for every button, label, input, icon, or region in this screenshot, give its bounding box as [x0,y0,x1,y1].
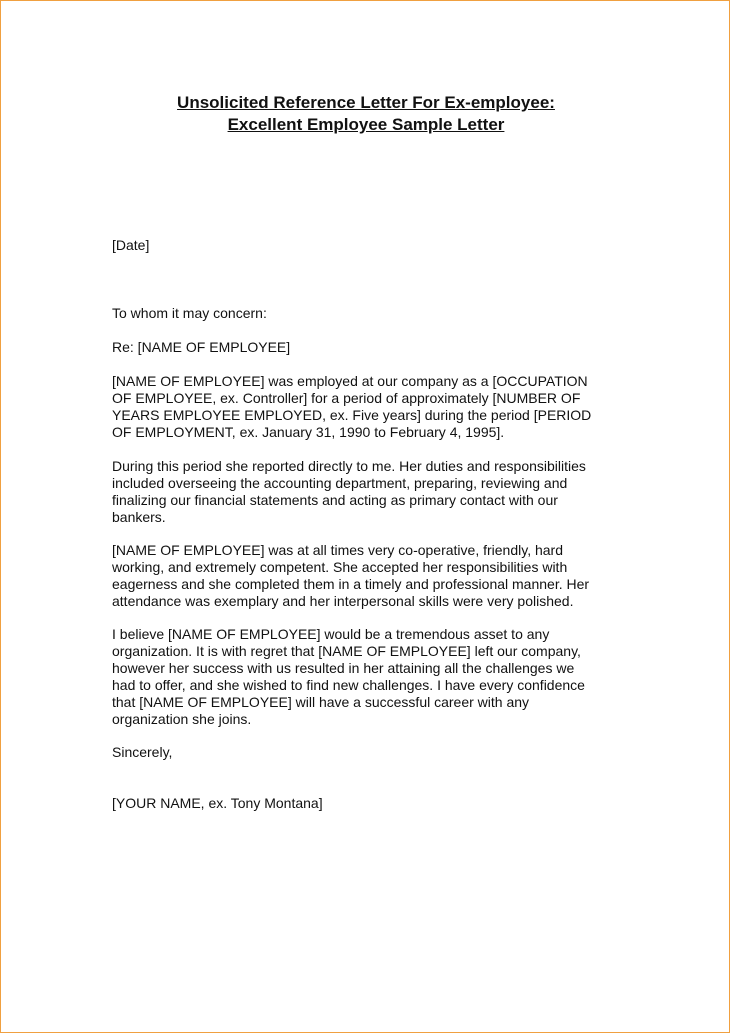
letter-title [1,92,730,136]
paragraph-line: organization. It is with regret that [NAME OF EMPLOYEE] left our company, [112,643,581,659]
paragraph-line: organization she joins. [112,711,252,727]
paragraph-line: OF EMPLOYEE, ex. Controller] for a period of approximately [NUMBER OF [112,390,581,406]
closing: Sincerely, [112,744,173,760]
paragraph-duties [112,458,622,526]
title-line-2: Excellent Employee Sample Letter [227,115,505,134]
paragraph-line: During this period she reported directly to me. Her duties and responsibilities [112,458,586,474]
salutation: To whom it may concern: [112,305,267,321]
title-line-1: Unsolicited Reference Letter For Ex-employee: [177,93,555,112]
paragraph-line: working, and extremely competent. She accepted her responsibilities with [112,559,568,575]
paragraph-line: [NAME OF EMPLOYEE] was at all times very co-operative, friendly, hard [112,542,564,558]
paragraph-employment [112,373,622,441]
paragraph-line: eagerness and she completed them in a timely and professional manner. Her [112,576,590,592]
paragraph-line: finalizing our financial statements and acting as primary contact with our [112,492,558,508]
paragraph-recommendation [112,626,622,728]
paragraph-line: that [NAME OF EMPLOYEE] will have a successful career with any [112,694,530,710]
paragraph-line: included overseeing the accounting department, preparing, reviewing and [112,475,568,491]
signature: [YOUR NAME, ex. Tony Montana] [112,795,323,811]
paragraph-line: bankers. [112,509,166,525]
paragraph-line: OF EMPLOYMENT, ex. January 31, 1990 to February 4, 1995]. [112,424,505,440]
paragraph-line: [NAME OF EMPLOYEE] was employed at our company as a [OCCUPATION [112,373,588,389]
paragraph-line: attendance was exemplary and her interpersonal skills were very polished. [112,593,574,609]
paragraph-line: however her success with us resulted in her attaining all the challenges we [112,660,575,676]
paragraph-line: I believe [NAME OF EMPLOYEE] would be a tremendous asset to any [112,626,550,642]
date-placeholder: [Date] [112,237,150,253]
re-line: Re: [NAME OF EMPLOYEE] [112,339,291,355]
paragraph-line: had to offer, and she wished to find new challenges. I have every confidence [112,677,585,693]
paragraph-character [112,542,622,610]
paragraph-line: YEARS EMPLOYEE EMPLOYED, ex. Five years] during the period [PERIOD [112,407,592,423]
